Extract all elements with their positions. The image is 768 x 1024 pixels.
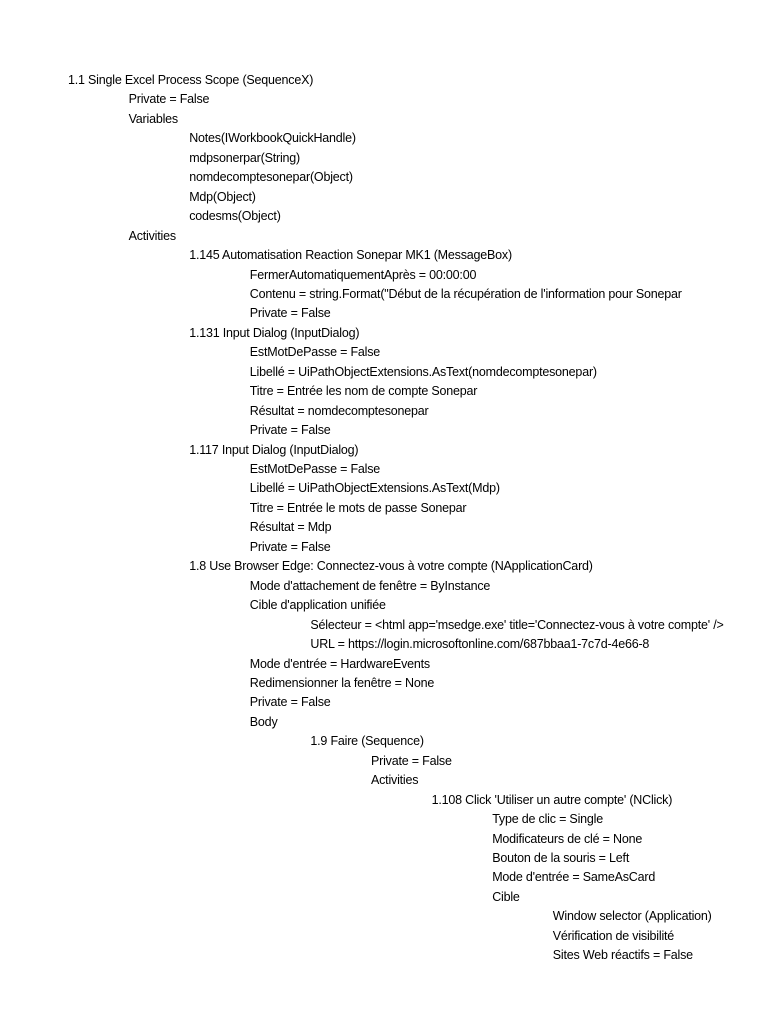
- document-line: Libellé = UiPathObjectExtensions.AsText(Mdp): [249, 481, 500, 496]
- document-line: Type de clic = Single: [492, 812, 603, 827]
- document-line: Mode d'entrée = HardwareEvents: [249, 656, 430, 671]
- document-line: Mdp(Object): [189, 189, 256, 204]
- document-line: nomdecomptesonepar(Object): [189, 170, 353, 185]
- document-line: Private = False: [249, 695, 331, 710]
- document-line: FermerAutomatiquementAprès = 00:00:00: [249, 267, 477, 282]
- document-line: Vérification de visibilité: [552, 928, 675, 943]
- document-line: Activities: [128, 228, 176, 243]
- document-line: Libellé = UiPathObjectExtensions.AsText(nomdecomptesonepar): [249, 364, 597, 379]
- document-line: EstMotDePasse = False: [249, 462, 381, 476]
- document-line: Variables: [128, 111, 178, 126]
- document-line: Sélecteur = <html app='msedge.exe' title='Connectez-vous à votre compte' />: [310, 617, 724, 632]
- document-line: Modificateurs de clé = None: [492, 831, 643, 846]
- document-line: 1.131 Input Dialog (InputDialog): [189, 325, 360, 340]
- document-line: URL = https://login.microsoftonline.com/687bbaa1-7c7d-4e66-8: [310, 637, 650, 652]
- document-line: Private = False: [249, 306, 331, 321]
- document-line: Window selector (Application): [552, 909, 712, 924]
- document-line: Redimensionner la fenêtre = None: [249, 675, 435, 690]
- document-line: Body: [249, 714, 278, 729]
- document-line: 1.9 Faire (Sequence): [310, 734, 424, 749]
- document-line: Résultat = nomdecomptesonepar: [249, 403, 429, 418]
- document-line: Private = False: [249, 423, 331, 438]
- document-line: Titre = Entrée les nom de compte Sonepar: [249, 384, 478, 399]
- document-line: codesms(Object): [189, 209, 281, 224]
- document-line: Mode d'attachement de fenêtre = ByInstance: [249, 578, 491, 593]
- document-line: Notes(IWorkbookQuickHandle): [189, 131, 356, 146]
- document-line: Mode d'entrée = SameAsCard: [492, 870, 656, 885]
- document-line: Cible: [492, 889, 520, 904]
- document-line: Private = False: [249, 539, 331, 554]
- document-line: 1.145 Automatisation Reaction Sonepar MK1 (MessageBox): [189, 248, 512, 263]
- document-line: Titre = Entrée le mots de passe Sonepar: [249, 500, 467, 515]
- document-line: 1.8 Use Browser Edge: Connectez-vous à votre compte (NApplicationCard): [189, 559, 593, 574]
- document-line: Private = False: [371, 753, 452, 768]
- document-line: Private = False: [128, 92, 210, 107]
- document-line: 1.108 Click 'Utiliser un autre compte' (NClick): [431, 792, 673, 807]
- document-line: Activities: [371, 773, 419, 788]
- document-line: mdpsonerpar(String): [189, 150, 301, 165]
- document-line: 1.117 Input Dialog (InputDialog): [189, 442, 359, 457]
- document-line: Résultat = Mdp: [249, 520, 332, 535]
- document-line: Bouton de la souris = Left: [492, 851, 630, 865]
- document-line: 1.1 Single Excel Process Scope (SequenceX): [68, 73, 314, 87]
- document-line: EstMotDePasse = False: [249, 345, 381, 360]
- document-line: Cible d'application unifiée: [249, 598, 386, 613]
- document-line: Sites Web réactifs = False: [552, 948, 693, 963]
- document-line: Contenu = string.Format("Début de la récupération de l'information pour Sonepar: [249, 286, 682, 301]
